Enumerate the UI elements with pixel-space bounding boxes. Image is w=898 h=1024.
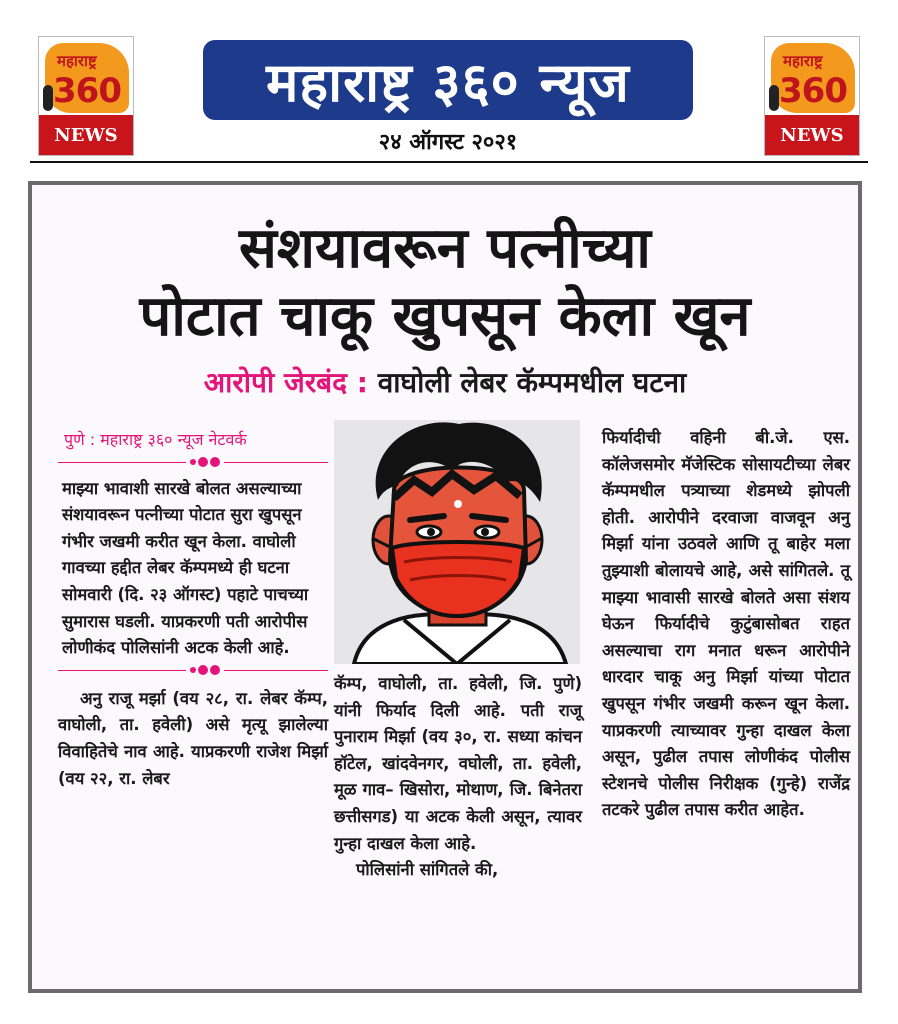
logo-number: 360 <box>53 71 121 111</box>
masked-man-icon <box>334 420 580 664</box>
headline-line-1: संशयावरून पत्नीच्या <box>239 216 651 281</box>
logo-top-text: महाराष्ट्र <box>57 52 97 70</box>
headline-line-2: पोटात चाकू खुपसून केला खून <box>139 284 751 349</box>
article-column-1 <box>58 427 328 792</box>
column-1-paragraph-1: माझ्या भावाशी सारखे बोलत असल्याच्या संशयावरून पत्नीच्या पोटात सुरा खुपसून गंभीर जखमी करीत खून केला. वाघोली गावच्या हद्दीत लेबर कॅम्पमध्ये ही घटना सोमवारी (दि. २३ ऑगस्ट) पहाटे पाचच्या सुमारास घडली. याप्रकरणी पती आरोपीस लोणीकंद पोलिसांनी अटक केली आहे. <box>62 478 309 658</box>
logo-news-label: NEWS <box>39 115 133 155</box>
article-column-2 <box>334 671 582 884</box>
column-2-paragraph-1: कॅम्प, वाघोली, ता. हवेली, जि. पुणे) यांनी फिर्याद दिली आहे. पती राजू पुनाराम मिर्झा (वय ३०, रा. सध्या कांचन हॉटेल, खांदवेनगर, वघोली, ता. हवेली, मूळ गाव– खिसोरा, मोथाण, जि. बिनेतरा छत्तीसगड) या अटक केली असून, त्यावर गुन्हा दाखल केला आहे. <box>334 674 582 853</box>
microphone-icon <box>769 85 779 111</box>
article-column-3 <box>602 425 850 824</box>
section-divider <box>58 456 328 470</box>
logo-news-label: NEWS <box>765 115 859 155</box>
masthead-title: महाराष्ट्र ३६० न्यूज <box>266 51 630 114</box>
masthead-banner <box>203 40 693 120</box>
subhead-main: वाघोली लेबर कॅम्पमधील घटना <box>377 366 687 399</box>
microphone-icon <box>43 85 53 111</box>
logo-right <box>764 36 860 156</box>
article-subhead <box>32 363 858 401</box>
masked-man-illustration <box>334 420 580 664</box>
column-2-paragraph-2: पोलिसांनी सांगितले की, <box>356 860 499 880</box>
section-divider <box>58 664 328 678</box>
logo-number: 360 <box>779 71 847 111</box>
masthead-divider <box>30 161 868 163</box>
masthead-date: २४ ऑगस्ट २०२१ <box>378 130 518 155</box>
article-frame <box>28 181 862 993</box>
article-headline <box>32 215 858 351</box>
article-dateline: पुणे : महाराष्ट्र ३६० न्यूज नेटवर्क <box>64 430 247 449</box>
logo-top-text: महाराष्ट्र <box>783 52 823 70</box>
column-3-paragraph-1: फिर्यादीची वहिनी बी.जे. एस. कॉलेजसमोर मॅजेस्टिक सोसायटीच्या लेबर कॅम्पमधील पत्र्याच्या शेडमध्ये झोपली होती. आरोपीने दरवाजा वाजवून अनु मिर्झा यांना उठवले आणि तू बाहेर मला तुझ्याशी बोलायचे आहे, असे सांगितले. तू माझ्या भावासी सारखे बोलते असा संशय घेऊन फिर्यादीचे कुटुंबासोबत राहत असल्याचा राग मनात धरून आरोपीने धारदार चाकू अनु मिर्झा यांच्या पोटात खुपसून गंभीर जखमी करून खून केला. याप्रकरणी त्याच्यावर गुन्हा दाखल केला असून, पुढील तपास लोणीकंद पोलीस स्टेशनचे पोलीस निरीक्षक (गुन्हे) राजेंद्र तटकरे पुढील तपास करीत आहेत. <box>602 428 850 820</box>
logo-left <box>38 36 134 156</box>
column-1-paragraph-2: अनु राजू मर्झा (वय २८, रा. लेबर कॅम्प, वाघोली, ता. हवेली) असे मृत्यू झालेल्या विवाहितेचे नाव आहे. याप्रकरणी राजेश मिर्झा (वय २२, रा. लेबर <box>58 688 328 788</box>
subhead-prefix: आरोपी जेरबंद : <box>203 366 368 399</box>
